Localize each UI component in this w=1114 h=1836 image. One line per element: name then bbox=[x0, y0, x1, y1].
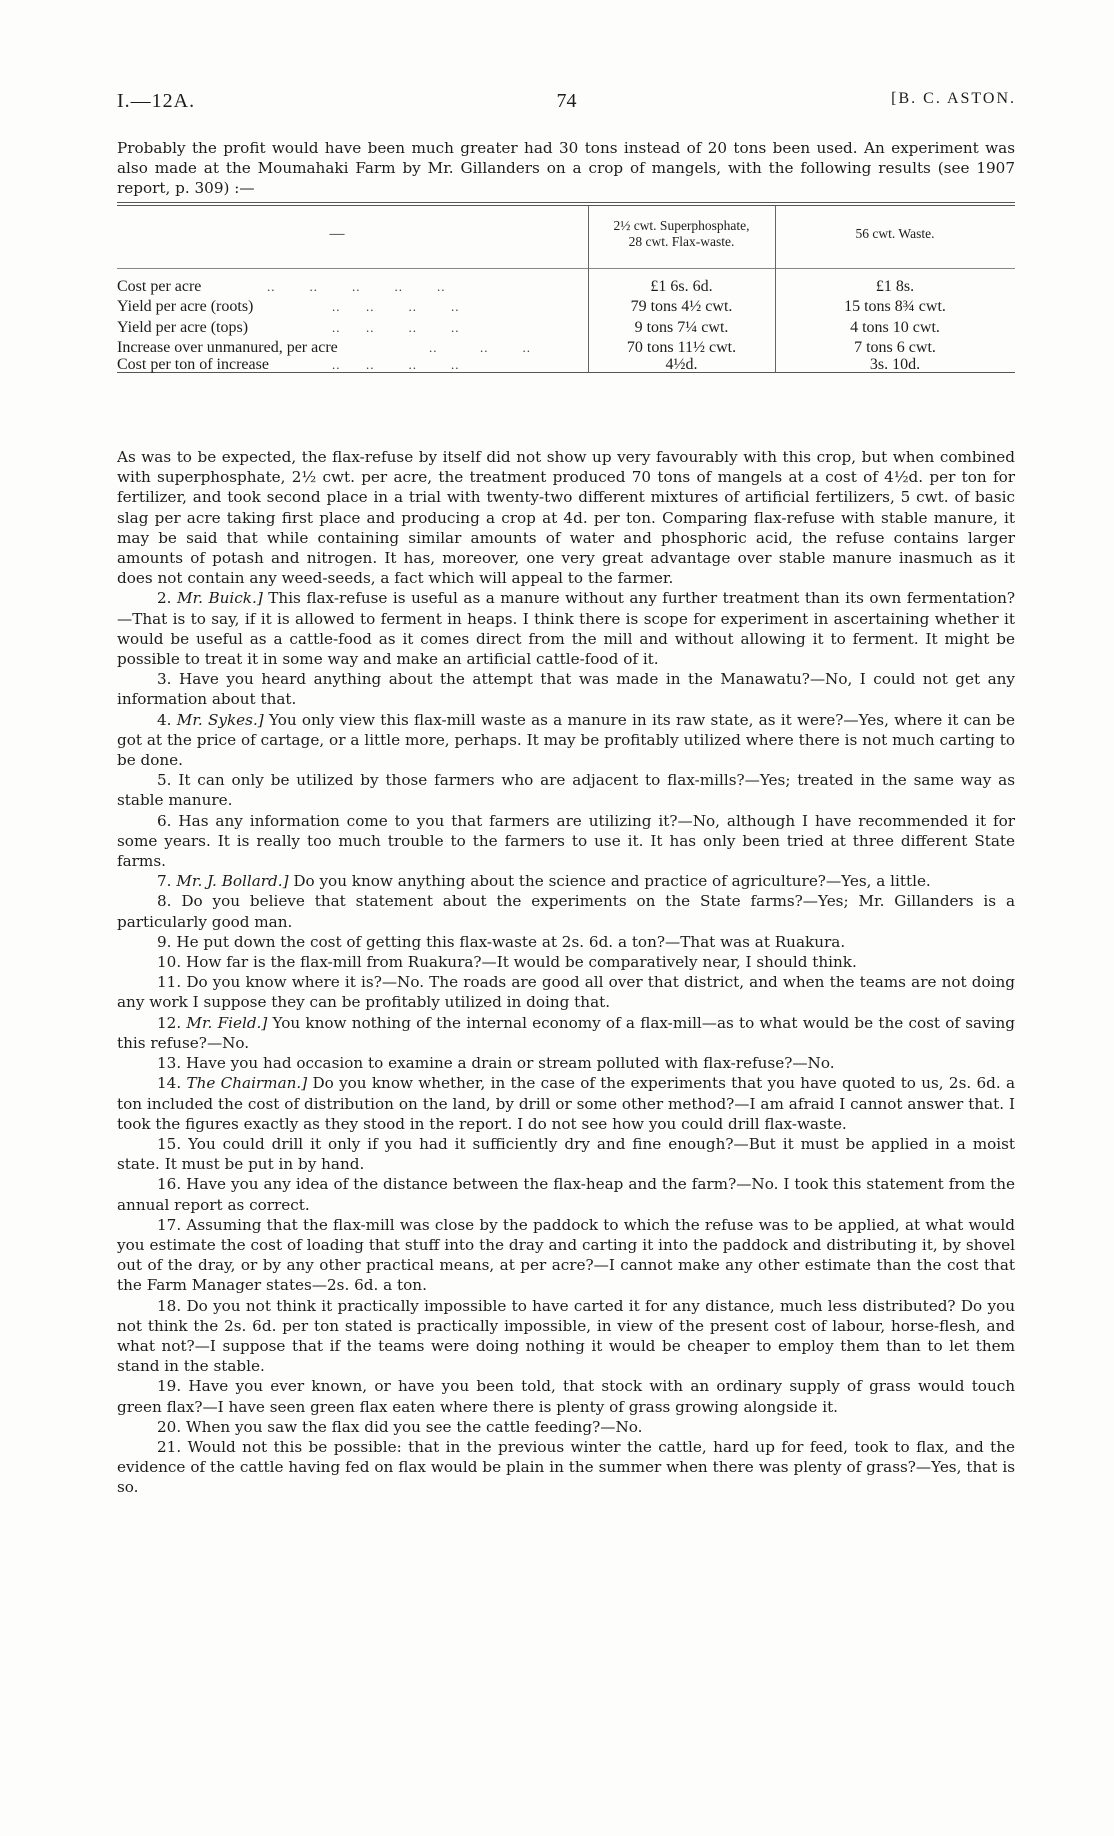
question-number: 16. bbox=[157, 1175, 182, 1194]
intro-text: Probably the profit would have been much greater had 30 tons instead of 20 tons been used. An experiment was also made at the Moumahaki Farm by Mr. Gillanders on a crop of mangels, with the following results (see 1907 report, p. 309) :— bbox=[117, 139, 1015, 198]
question-paragraph bbox=[117, 1013, 1015, 1053]
question-paragraph bbox=[117, 811, 1015, 872]
row-label-increase: Increase over unmanured, per acre bbox=[117, 339, 338, 356]
question-paragraph bbox=[117, 972, 1015, 1012]
speaker-name: Mr. J. Bollard.] bbox=[176, 872, 289, 891]
table-corner-dash: — bbox=[329, 226, 345, 242]
row-label-yield-tops: Yield per acre (tops) bbox=[117, 319, 249, 336]
paragraph-text: You know nothing of the internal economy of a flax-mill—as to what would be the cost of saving this refuse?—No. bbox=[117, 1013, 1016, 1052]
question-number: 5. bbox=[157, 771, 172, 790]
page-number: 74 bbox=[556, 90, 577, 112]
cell-col1-increase: 70 tons 11½ cwt. bbox=[626, 339, 737, 356]
paragraph-text: This flax-refuse is useful as a manure without any further treatment than its own fermentation?—That is to say, if it is allowed to ferment in heaps. I think there is scope for experiment in ascertaining whether it would be useful as a cattle-food as it comes direct from the mill and without allowing it to ferment. It might be possible to treat it in some way and make an artificial cattle-food of it. bbox=[117, 589, 1016, 669]
question-number: 9. bbox=[157, 932, 172, 951]
row-label-yield-roots: Yield per acre (roots) bbox=[117, 298, 254, 315]
question-number: 15. bbox=[157, 1134, 182, 1153]
question-number: 21. bbox=[157, 1437, 182, 1456]
question-number: 18. bbox=[157, 1296, 182, 1315]
cell-col2-yield-roots: 15 tons 8¾ cwt. bbox=[844, 298, 946, 315]
question-number: 10. bbox=[157, 953, 182, 972]
question-number: 2. bbox=[157, 589, 172, 608]
question-paragraph bbox=[117, 952, 1015, 972]
cell-col1-yield-tops: 9 tons 7¼ cwt. bbox=[634, 319, 729, 336]
paragraph-text: Has any information come to you that farmers are utilizing it?—No, although I have recommended it for some years. It is really too much trouble to the farmers to use it. It has only been tried at three different State farms. bbox=[117, 811, 1015, 871]
question-paragraph bbox=[117, 1134, 1015, 1174]
header-col1-line2: 28 cwt. Flax-waste. bbox=[628, 234, 735, 249]
question-paragraph bbox=[117, 1437, 1015, 1498]
speaker-name: Mr. Buick.] bbox=[177, 589, 263, 608]
table-top-rule bbox=[117, 202, 1015, 203]
paragraph-text: Have you had occasion to examine a drain or stream polluted with flax-refuse?—No. bbox=[185, 1054, 835, 1073]
question-paragraph bbox=[117, 770, 1015, 810]
question-number: 19. bbox=[157, 1377, 182, 1396]
report-reference: I.—12A. bbox=[117, 90, 196, 112]
paragraph-text: Assuming that the flax-mill was close by the paddock to which the refuse was to be applied, at what would you estimate the cost of loading that stuff into the dray and carting it into the paddock and distributing it, by shovel out of the dray, or by any other practical means, at per acre?—I cannot make any other estimate than the cost that the Farm Manager states—2s. 6d. a ton. bbox=[117, 1215, 1015, 1295]
leader-dots: .. .. .. .. bbox=[332, 299, 460, 314]
intro-paragraph bbox=[117, 138, 1015, 199]
paragraph-text: Have you ever known, or have you been told, that stock with an ordinary supply of grass would touch green flax?—I have seen green flax eaten where there is plenty of grass growing alongside it. bbox=[117, 1377, 1016, 1416]
cell-col1-cost-per-ton: 4½d. bbox=[665, 356, 698, 373]
cell-col2-cost-per-acre: £1 8s. bbox=[875, 278, 915, 295]
page-header bbox=[117, 90, 1016, 116]
paragraph-text: As was to be expected, the flax-refuse by itself did not show up very favourably with this crop, but when combined with superphosphate, 2½ cwt. per acre, the treatment produced 70 tons of mangels at a cost of 4½d. per ton for fertilizer, and took second place in a trial with twenty-two different mixtures of artificial fertilizers, 5 cwt. of basic slag per acre taking first place and producing a crop at 4d. per ton. Comparing flax-refuse with stable manure, it may be said that while containing similar amounts of water and phosphoric acid, the refuse contains larger amounts of potash and nitrogen. It has, moreover, one very great advantage over stable manure inasmuch as it does not contain any weed-seeds, a fact which will appeal to the farmer. bbox=[117, 448, 1015, 588]
paragraph-text: Would not this be possible: that in the previous winter the cattle, hard up for feed, took to flax, and the evidence of the cattle having fed on flax would be plain in the summer when there was plenty of grass?—Yes, that is so. bbox=[117, 1437, 1015, 1497]
paragraph-text: Do you know where it is?—No. The roads are good all over that district, and when the teams are not doing any work I suppose they can be profitably utilized in doing that. bbox=[117, 973, 1016, 1012]
question-paragraph bbox=[117, 588, 1015, 669]
cell-col2-increase: 7 tons 6 cwt. bbox=[854, 339, 936, 356]
paragraph-text: Do you know anything about the science and practice of agriculture?—Yes, a little. bbox=[293, 872, 931, 891]
question-paragraph bbox=[117, 1215, 1015, 1296]
question-paragraph bbox=[117, 932, 1015, 952]
header-superphosphate bbox=[588, 218, 775, 250]
question-paragraph bbox=[117, 891, 1015, 931]
cell-col1-cost-per-acre: £1 6s. 6d. bbox=[650, 278, 713, 295]
question-number: 13. bbox=[157, 1054, 182, 1073]
leader-dots: .. .. .. .. bbox=[332, 357, 460, 372]
cell-col1-yield-roots: 79 tons 4½ cwt. bbox=[630, 298, 733, 315]
header-col1-line1: 2½ cwt. Superphosphate, bbox=[613, 218, 750, 233]
paragraph-text: Have you any idea of the distance between the flax-heap and the farm?—No. I took this statement from the annual report as correct. bbox=[117, 1175, 1015, 1214]
leader-dots: .. .. .. .. bbox=[332, 320, 460, 335]
question-number: 17. bbox=[157, 1215, 182, 1234]
paragraph-text: Do you know whether, in the case of the experiments that you have quoted to us, 2s. 6d. a ton included the cost of distribution on the land, by drill or some other method?—I am afraid I cannot answer that. I took the figures exactly as they stood in the report. I do not see how you could drill flax-waste. bbox=[117, 1074, 1016, 1133]
paragraph-text: How far is the flax-mill from Ruakura?—It would be comparatively near, I should think. bbox=[185, 953, 857, 972]
paragraph-text: You could drill it only if you had it sufficiently dry and fine enough?—But it must be applied in a moist state. It must be put in by hand. bbox=[117, 1134, 1015, 1174]
leader-dots: .. .. .. bbox=[429, 340, 531, 355]
question-paragraph bbox=[117, 871, 1015, 891]
question-paragraph bbox=[117, 1073, 1015, 1134]
question-number: 7. bbox=[157, 872, 172, 891]
question-number: 4. bbox=[157, 710, 172, 729]
question-number: 14. bbox=[157, 1074, 182, 1093]
witness-name: [B. C. ASTON. bbox=[891, 90, 1016, 107]
speaker-name: The Chairman.] bbox=[186, 1074, 308, 1093]
question-paragraph bbox=[117, 1174, 1015, 1214]
question-paragraph bbox=[117, 1053, 1015, 1073]
question-paragraph bbox=[117, 669, 1015, 709]
row-label-cost-per-acre: Cost per acre bbox=[117, 278, 202, 295]
evidence-body bbox=[117, 447, 1015, 1498]
question-number: 20. bbox=[157, 1417, 182, 1436]
question-number: 3. bbox=[157, 670, 172, 689]
paragraph-text: Have you heard anything about the attempt that was made in the Manawatu?—No, I could not get any information about that. bbox=[117, 670, 1015, 709]
leader-dots: .. .. .. .. .. bbox=[267, 279, 446, 294]
row-label-cost-per-ton: Cost per ton of increase bbox=[117, 356, 269, 373]
table-header-rule bbox=[117, 268, 1015, 269]
question-number: 12. bbox=[157, 1013, 182, 1032]
cell-col2-cost-per-ton: 3s. 10d. bbox=[869, 356, 921, 373]
table-top-rule-double bbox=[117, 205, 1015, 206]
question-number: 8. bbox=[157, 892, 172, 911]
question-paragraph bbox=[117, 1417, 1015, 1437]
question-number: 11. bbox=[157, 973, 182, 992]
question-number: 6. bbox=[157, 811, 172, 830]
paragraph-text: Do you believe that statement about the experiments on the State farms?—Yes; Mr. Gillanders is a particularly good man. bbox=[117, 892, 1015, 931]
results-table bbox=[117, 202, 1015, 424]
cell-col2-yield-tops: 4 tons 10 cwt. bbox=[850, 319, 940, 336]
discussion-paragraph bbox=[117, 447, 1015, 588]
paragraph-text: Do you not think it practically impossible to have carted it for any distance, much less distributed? Do you not think the 2s. 6d. per ton stated is practically impossible, in view of the present cost of labour, horse-flesh, and what not?—I suppose that if the teams were doing nothing it would be cheaper to employ them than to let them stand in the stable. bbox=[117, 1296, 1016, 1376]
paragraph-text: He put down the cost of getting this flax-waste at 2s. 6d. a ton?—That was at Ruakura. bbox=[176, 932, 846, 951]
question-paragraph bbox=[117, 1376, 1015, 1416]
paragraph-text: When you saw the flax did you see the cattle feeding?—No. bbox=[185, 1417, 643, 1436]
speaker-name: Mr. Sykes.] bbox=[176, 710, 264, 729]
paragraph-text: It can only be utilized by those farmers who are adjacent to flax-mills?—Yes; treated in the same way as stable manure. bbox=[117, 771, 1015, 810]
paragraph-text: You only view this flax-mill waste as a manure in its raw state, as it were?—Yes, where it can be got at the price of cartage, or a little more, perhaps. It may be profitably utilized where there is not much carting to be done. bbox=[117, 710, 1015, 770]
question-paragraph bbox=[117, 1296, 1015, 1377]
question-paragraph bbox=[117, 710, 1015, 771]
header-waste: 56 cwt. Waste. bbox=[855, 226, 935, 241]
speaker-name: Mr. Field.] bbox=[186, 1013, 268, 1032]
